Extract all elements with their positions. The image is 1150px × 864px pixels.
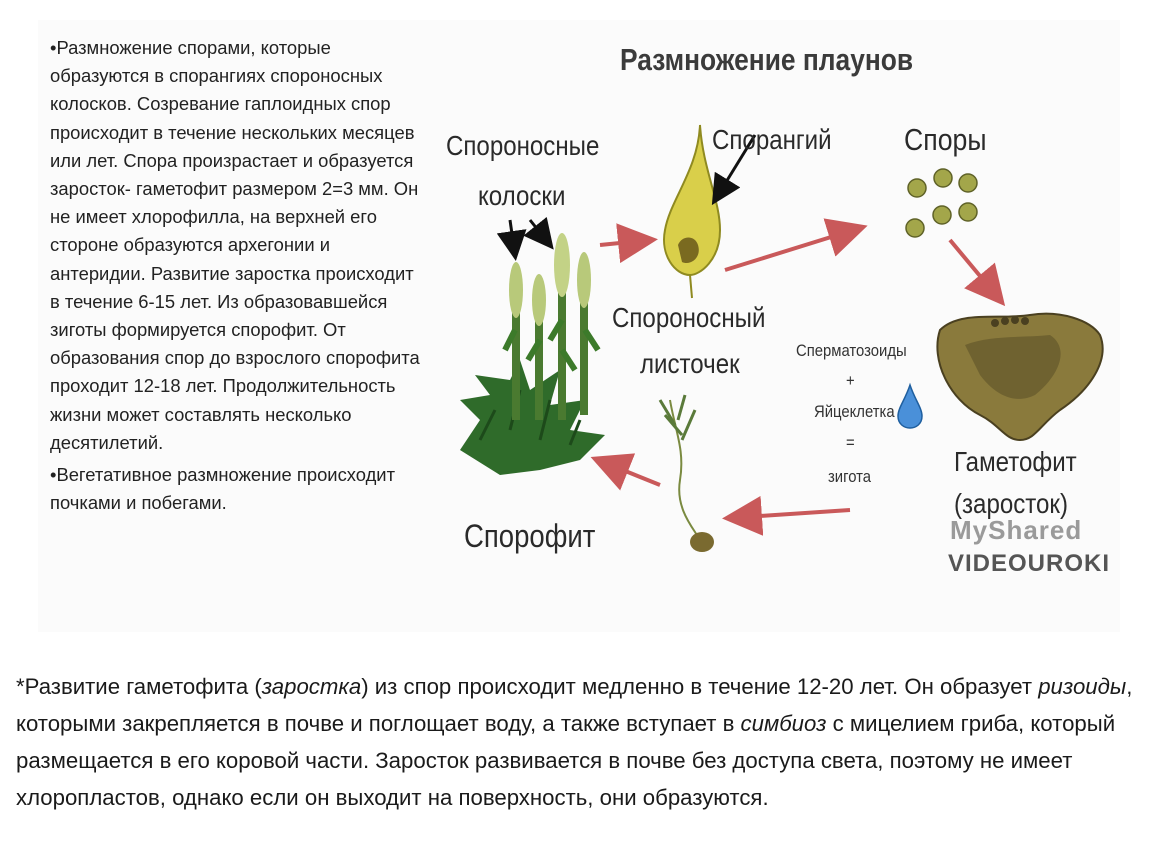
water-drop-icon <box>898 385 922 428</box>
arrow-gametophyte-to-sprout <box>730 510 850 518</box>
arrow-spores-to-gametophyte <box>950 240 1000 300</box>
footnote-part-2: ) из спор происходит медленно в течение 12-20 лет. Он образует <box>361 674 1039 699</box>
lifecycle-diagram <box>420 30 1120 630</box>
footnote-italic-2: ризоиды <box>1038 674 1127 699</box>
label-sporophyte: Спорофит <box>464 518 596 554</box>
arrow-plant-to-sporangium <box>600 240 650 245</box>
label-spore-spikes-line1: Спороносные <box>446 130 600 161</box>
label-sporophyll-line1: Спороносный <box>612 302 766 333</box>
spore-reproduction-paragraph: •Размножение спорами, которые образуются в спорангиях спороносных колосков. Созревание гаплоидных спор происходит в течение нескольких месяцев или лет. Спора произрастает и образуется заросток- гаметофит размером 2=3 мм. Он не имеет хлорофилла, на верхней его стороне образуются архегонии и антеридии. Развитие заростка происходит в течение 6-15 лет. Из образовавшейся зиготы формируется спорофит. От образования спор до взрослого спорофита проходит 12-18 лет. Продолжительность жизни может составлять несколько десятилетий. <box>50 37 420 453</box>
footnote-italic-3: симбиоз <box>740 711 827 736</box>
arrow-sporangium-to-spores <box>725 228 860 270</box>
gametophyte-icon <box>937 314 1102 440</box>
label-fertilization-1: Сперматозоиды <box>796 342 907 360</box>
diagram-title: Размножение плаунов <box>620 42 914 77</box>
arrow-sprout-to-sporophyte <box>598 460 660 485</box>
watermark-videouroki: VIDEOUROKI <box>948 550 1111 577</box>
label-fertilization-5: зигота <box>828 468 872 486</box>
footnote-part-1: *Развитие гаметофита ( <box>16 674 262 699</box>
footnote-text <box>16 668 1136 816</box>
label-spore-spikes-line2: колоски <box>478 180 566 211</box>
sporophyte-plant-icon <box>460 233 605 475</box>
label-fertilization-3: Яйцеклетка <box>814 403 895 421</box>
label-spores: Споры <box>904 122 987 157</box>
footnote-part-3: , которыми закрепляется в почве и поглощает воду, а также вступает в <box>16 674 1133 736</box>
young-sporophyte-icon <box>660 395 714 552</box>
description-text <box>50 34 420 517</box>
footnote-part-4: с мицелием гриба, который размещается в его коровой части. Заросток развивается в почве без доступа света, поэтому не имеет хлоропластов, однако если он выходит на поверхность, они образуются. <box>16 711 1116 810</box>
spores-icon <box>906 169 977 237</box>
label-fertilization-2: + <box>846 372 855 390</box>
vegetative-reproduction-paragraph: •Вегетативное размножение происходит почками и побегами. <box>50 464 396 514</box>
label-fertilization-4: = <box>846 434 855 452</box>
label-sporangium: Спорангий <box>712 124 832 155</box>
footnote-italic-1: заростка <box>261 674 362 699</box>
watermark-myshared: MyShared <box>950 515 1083 545</box>
label-gametophyte-line1: Гаметофит <box>954 446 1077 477</box>
label-gametophyte-line2: (заросток) <box>954 488 1068 519</box>
label-sporophyll-line2: листочек <box>640 348 740 379</box>
